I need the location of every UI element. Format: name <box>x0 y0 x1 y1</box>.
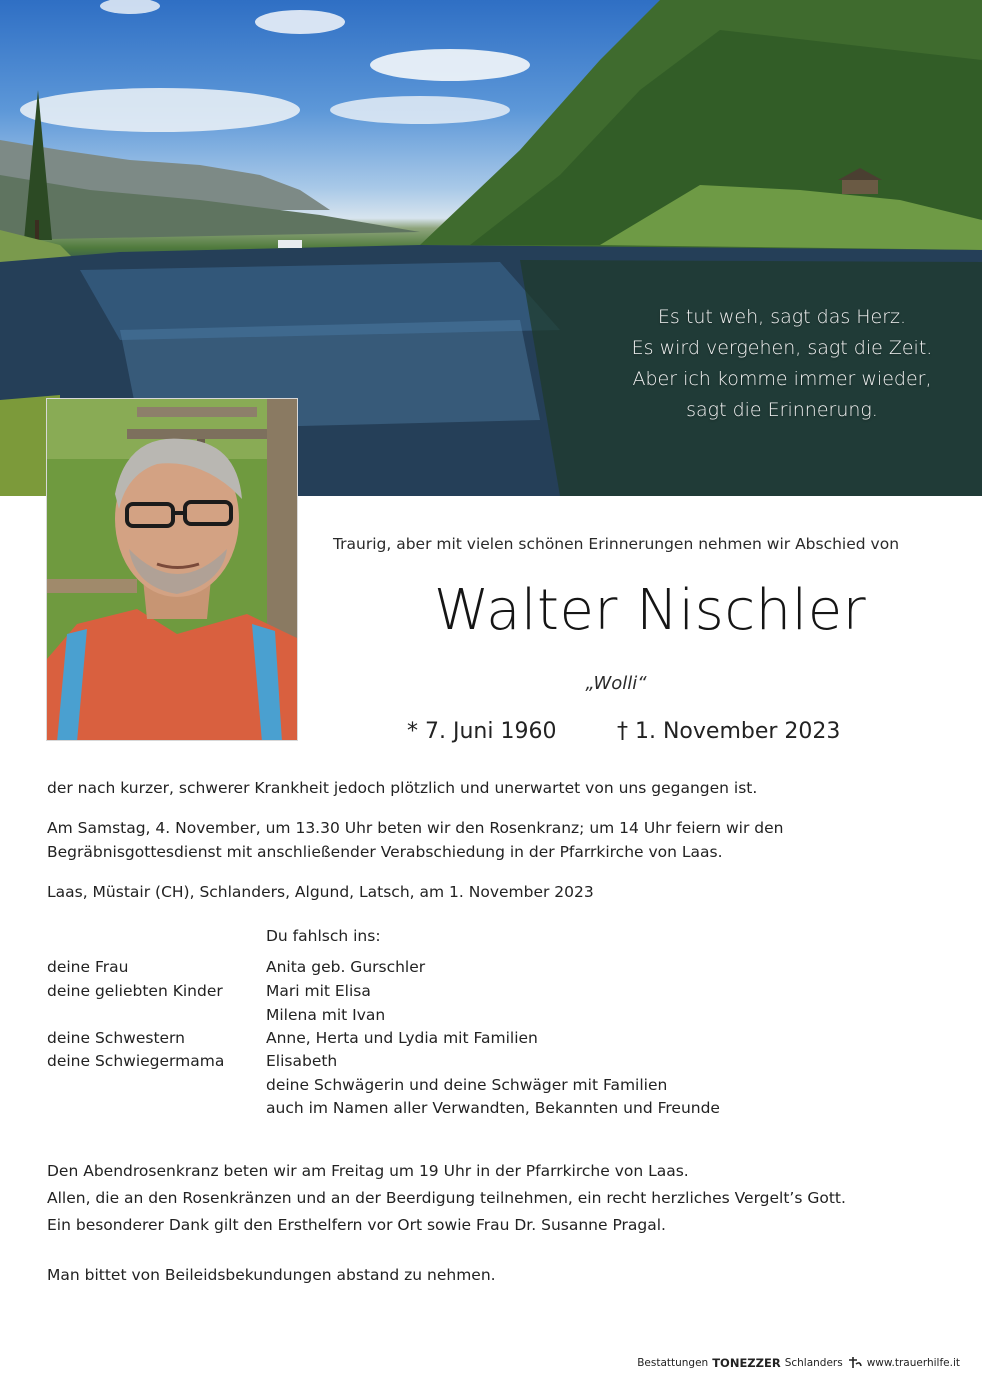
death-date: † 1. November 2023 <box>617 719 841 744</box>
footer-prefix: Bestattungen <box>637 1357 709 1369</box>
evening-rosary-text: Den Abendrosenkranz beten wir am Freitag um 19 Uhr in der Pfarrkirche von Laas. <box>47 1162 689 1180</box>
nickname: „Wolli“ <box>585 673 647 694</box>
quote-line: Es tut weh, sagt das Herz. <box>657 306 907 328</box>
relative-name: auch im Namen aller Verwandten, Bekannten und Freunde <box>266 1099 720 1117</box>
relative-label: deine Schwiegermama <box>47 1052 225 1070</box>
relative-name: Anne, Herta und Lydia mit Familien <box>266 1029 538 1047</box>
birth-date: * 7. Juni 1960 <box>407 719 557 744</box>
service-text-line-2: Begräbnisgottesdienst mit anschließender Verabschiedung in der Pfarrkirche von Laas. <box>47 843 723 861</box>
passing-text: der nach kurzer, schwerer Krankheit jedoch plötzlich und unerwartet von uns gegangen ist. <box>47 779 758 797</box>
deceased-name: Walter Nischler <box>433 578 867 643</box>
quote-line: sagt die Erinnerung. <box>686 399 878 421</box>
relative-label: deine geliebten Kinder <box>47 982 223 1000</box>
relative-name: Elisabeth <box>266 1052 338 1070</box>
relatives-heading: Du fahlsch ins: <box>266 927 381 945</box>
footer-place: Schlanders <box>784 1357 843 1369</box>
relative-name: Milena mit Ivan <box>266 1006 386 1024</box>
intro-text: Traurig, aber mit vielen schönen Erinnerungen nehmen wir Abschied von <box>332 535 900 553</box>
quote-line: Aber ich komme immer wieder, <box>632 368 932 390</box>
trauerhilfe-logo-icon <box>847 1356 863 1370</box>
relative-label: deine Schwestern <box>47 1029 185 1047</box>
special-thanks-text: Ein besonderer Dank gilt den Ersthelfern vor Ort sowie Frau Dr. Susanne Pragal. <box>47 1216 666 1234</box>
places-date-text: Laas, Müstair (CH), Schlanders, Algund, Latsch, am 1. November 2023 <box>47 883 594 901</box>
footer-credit <box>637 1356 960 1370</box>
condolence-note: Man bittet von Beileidsbekundungen abstand zu nehmen. <box>47 1266 496 1284</box>
service-text-line-1: Am Samstag, 4. November, um 13.30 Uhr beten wir den Rosenkranz; um 14 Uhr feiern wir den <box>47 819 784 837</box>
relative-name: Anita geb. Gurschler <box>266 958 426 976</box>
quote-line: Es wird vergehen, sagt die Zeit. <box>631 337 933 359</box>
relative-label: deine Frau <box>47 958 129 976</box>
memorial-quote <box>622 302 942 426</box>
thanks-text: Allen, die an den Rosenkränzen und an der Beerdigung teilnehmen, ein recht herzliches Vergelt’s Gott. <box>47 1189 846 1207</box>
portrait-illustration <box>47 399 298 741</box>
relative-name: Mari mit Elisa <box>266 982 371 1000</box>
footer-url: www.trauerhilfe.it <box>866 1357 960 1369</box>
relative-name: deine Schwägerin und deine Schwäger mit Familien <box>266 1076 668 1094</box>
portrait-photo <box>46 398 298 741</box>
footer-brand: TONEZZER <box>712 1356 781 1370</box>
